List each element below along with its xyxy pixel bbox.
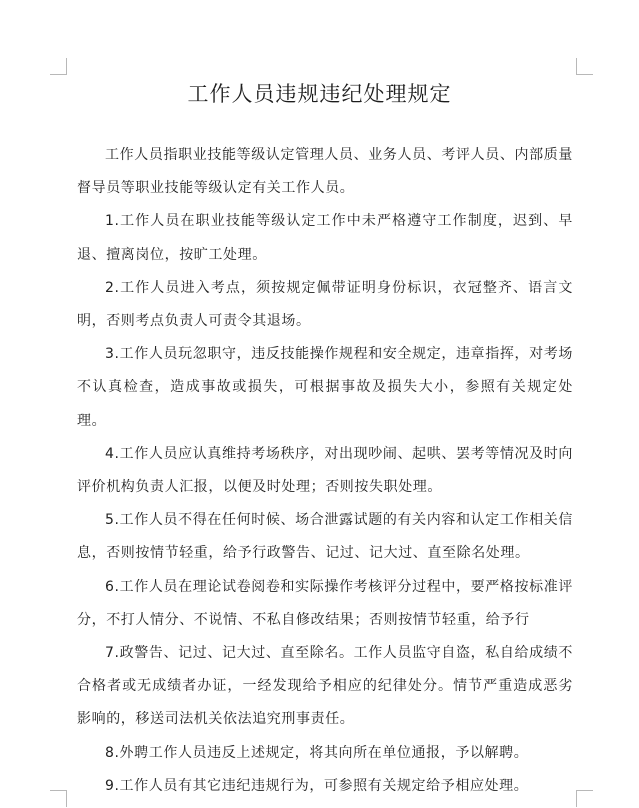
crop-mark-bottom-right — [576, 790, 593, 807]
paragraph-rule-3: 3.工作人员玩忽职守，违反技能操作规程和安全规定，违章指挥，对考场不认真检查，造成事故或损失，可根据事故及损失大小，参照有关规定处理。 — [77, 346, 573, 429]
document-body — [77, 139, 573, 803]
paragraph-rule-6: 6.工作人员在理论试卷阅卷和实际操作考核评分过程中，要严格按标准评分，不打人情分、不说情、不私自修改结果；否则按情节轻重，给予行 — [77, 578, 573, 628]
crop-mark-top-right — [576, 58, 593, 75]
paragraph-rule-5: 5.工作人员不得在任何时候、场合泄露试题的有关内容和认定工作相关信息，否则按情节轻重，给予行政警告、记过、记大过、直至除名处理。 — [77, 512, 573, 562]
paragraph-rule-1: 1.工作人员在职业技能等级认定工作中未严格遵守工作制度，迟到、早退、擅离岗位，按旷工处理。 — [77, 213, 573, 263]
document-title: 工作人员违规违纪处理规定 — [187, 82, 452, 106]
paragraph-rule-4: 4.工作人员应认真维持考场秩序，对出现吵闹、起哄、罢考等情况及时向评价机构负责人汇报，以便及时处理；否则按失职处理。 — [77, 445, 573, 496]
paragraph-rule-8: 8.外聘工作人员违反上述规定，将其向所在单位通报，予以解聘。 — [105, 744, 529, 761]
paragraph-rule-7: 7.政警告、记过、记大过、直至除名。工作人员监守自盗，私自给成绩不合格者或无成绩者办证，一经发现给予相应的纪律处分。情节严重造成恶劣影响的，移送司法机关依法追究刑事责任。 — [77, 645, 573, 728]
crop-mark-top-left — [50, 58, 67, 75]
paragraph-rule-9: 9.工作人员有其它违纪违规行为，可参照有关规定给予相应处理。 — [105, 777, 529, 794]
paragraph-rule-2: 2.工作人员进入考点，须按规定佩带证明身份标识，衣冠整齐、语言文明，否则考点负责人可责令其退场。 — [77, 279, 573, 330]
crop-mark-bottom-left — [50, 790, 67, 807]
paragraph-intro: 工作人员指职业技能等级认定管理人员、业务人员、考评人员、内部质量督导员等职业技能等级认定有关工作人员。 — [77, 147, 573, 197]
